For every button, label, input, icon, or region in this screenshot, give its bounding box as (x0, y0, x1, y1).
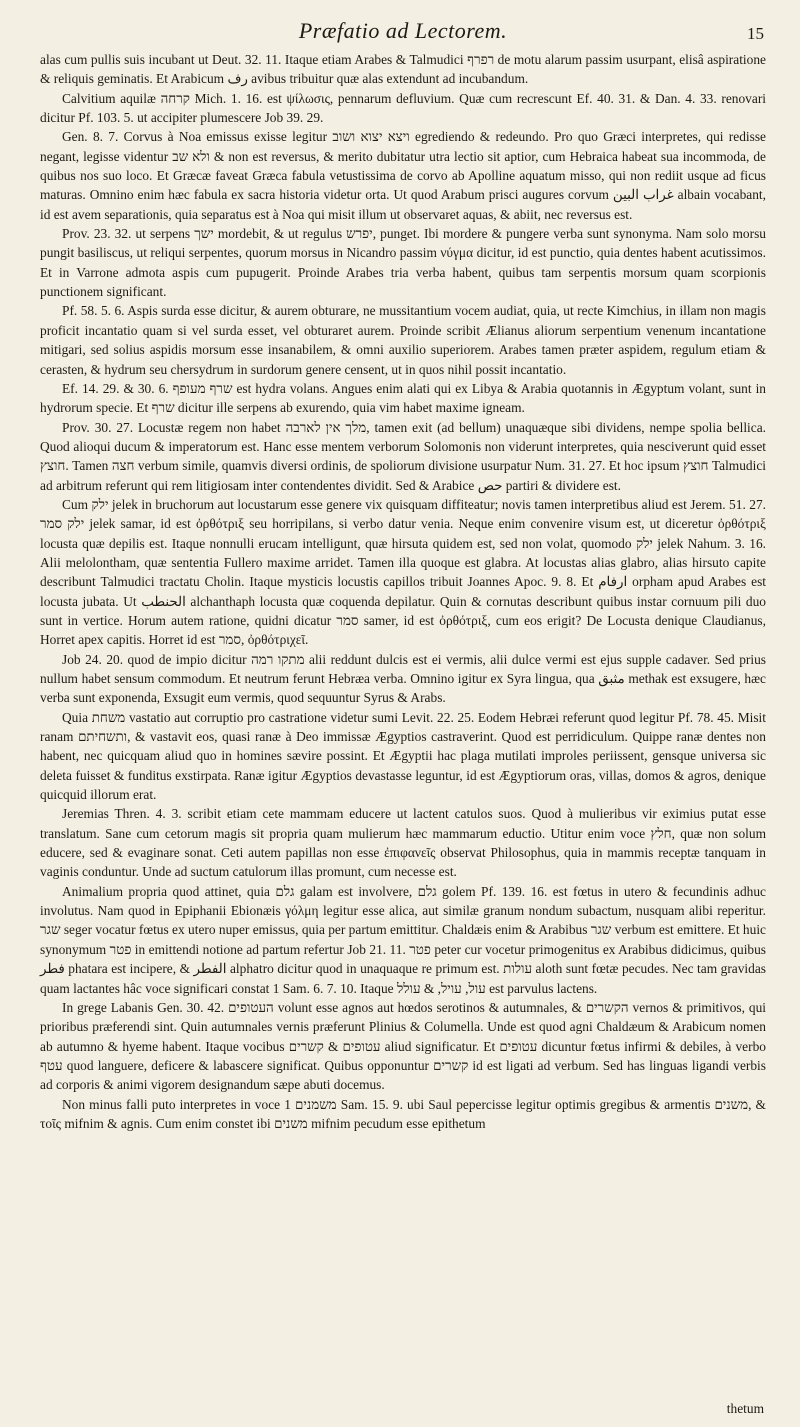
paragraph: In grege Labanis Gen. 30. 42. העטופים volunt esse agnos aut hœdos serotinos & autumnales, & הקשרים vernos & primitivos, qui prioribus præferendi sint. Quin autumnales vernis præferunt Plinius & Columella. Unde est quod agni Chaldæum & Arabicum nomen ab autumno & hyeme habent. Itaque vocibus עטופים & קשרים aliud significatur. Et עטופים dicuntur fœtus infirmi & debiles, à verbo עטף quod languere, deficere & labascere significat. Quibus opponuntur קשרים id est ligati ad verbum. Sed has linguas ligandi verbis ad corporis & animi vigorem designandum sæpe abuti docemus. (40, 999, 767, 1093)
paragraph: Gen. 8. 7. Corvus à Noa emissus exisse legitur ויצא יצוא ושוב egrediendo & redeundo. Pro quo Græci interpretes, qui redisse negant, legisse videntur ולא שב & non est reversus, & merito dubitatur utra lectio sit aptior, cum Hebraica habeat sua incommoda, de quibus nos suo loco. Et Græcæ faveat Græca fabula vetustissima de corvo ab Apolline aquatum misso, qui non rediit usque ad ficus maturas. Omnino enim hæc fabula ex sacra historia videtur orta. Ut quod Arabum prisci augures corvum غراب البين albain vocabant, id est avem separationis, quia separatus est à Noa qui misit illum ut observaret aquas, & abiit, nec reversus est. (40, 129, 767, 222)
running-head (40, 16, 766, 50)
catchword: thetum (726, 1401, 764, 1416)
body-text (40, 50, 766, 1133)
paragraph: Jeremias Thren. 4. 3. scribit etiam cete mammam educere ut lactent catulos suos. Quod à mulieribus vir eximius putat esse translatum. Sane cum cetorum magis sit propria quam mulierum hæc mammarum eductio. Utitur enim voce חלץ, quæ non solum educere, sed & evaginare sonat. Ceti autem papillas non esse ἐπιφανεῖς observat Philosophus, quia in mammis receptæ tanquam in vaginis conduntur. Unde ad suctum catulorum illas promunt, cum necesse est. (40, 806, 766, 880)
paragraph: Job 24. 20. quod de impio dicitur מתקו רמה alii reddunt dulcis est ei vermis, alii dulce vermi est ejus supple cadaver. Sed prius nullum habet sensum commodum. Et neutrum ferunt Hebræa verba. Omnino igitur ex Syra lingua, qua مثبق methak est exsugere, hæc verba sunt exponenda, Exsugit eum vermis, quod sequuntur Syrus & Arabs. (40, 651, 766, 706)
paragraph: Cum ילק jelek in bruchorum aut locustarum esse genere vix quisquam diffiteatur; novis tamen interpretibus aliud est Jerem. 51. 27. ילק סמר jelek samar, id est ὀρθότριξ seu horripilans, si verbo datur venia. Neque enim convenire visum est, ut diceretur ὀρθότριξ locusta quæ depilis est. Itaque nonnulli erucam intelligunt, quæ hirsuta quidem est, sed non volat, quomodo ילק jelek Nahum. 3. 16. Alii melolontham, quæ sententia Fullero maxime arridet. Tamen illa quoque est glabra. At locustas alias glabro, alias hirsuto capite describunt Talmudici tractatu Cholin. Itaque mysticis locustis capillos tribuit Joannes Apoc. 9. 8. Et ارفام orpham apud Arabes est locusta jubata. Ut الحنطب alchanthaph locusta quæ coquenda depilatur. Quin & cornutas describunt quibus instar cornuum pili duo sunt in vertice. Horum autem ratione, quidni dicatur סמר samer, id est ὀρθότριξ, cum eos erigit? De Locusta denique Claudianus, Horret apex capitis. Horret id est סמר, ὀρθότριχεῖ. (40, 496, 767, 648)
running-title: Præfatio ad Lectorem. (298, 18, 508, 43)
paragraph: Non minus falli puto interpretes in voce משמנים 1 Sam. 15. 9. ubi Saul pepercisse legitur optimis gregibus & armentis משנים, & τοῖς mifnim & agnis. Cum enim constet ibi משנים mifnim pecudum esse epithetum (40, 1096, 766, 1131)
paragraph: Animalium propria quod attinet, quia גלם galam est involvere, גלם golem Pf. 139. 16. est fœtus in utero & fecundinis adhuc involutus. Nam quod in Epiphanii Ebionæis γόλμη legitur esse alica, aut similæ granum nondum subactum, nusquam alibi reperitur. שגר seger vocatur fœtus ex utero nuper emissus, quia per partum emittitur. Chaldæis enim & Arabibus שגר verbum est emittere. Et huic synonymum פטר in emittendi notione ad partum refertur Job 21. 11. פטר peter cur vocetur primogenitus ex Arabibus didicimus, quibus فطر phatara est incipere, & الفطر alphatro dicitur quod in unaquaque re primum est. עולות aloth sunt fœtæ pecudes. Nec tam gravidas quam lactantes hâc voce significari constat 1 Sam. 6. 7. 10. Itaque עול, עויל, & עולל est parvulus lactens. (40, 883, 767, 996)
paragraph: alas cum pullis suis incubant ut Deut. 32. 11. Itaque etiam Arabes & Talmudici רפרף de motu alarum passim usurpant, elisâ aspiratione & reliquis geminatis. Et Arabicum رف avibus tribuitur quæ alas extendunt ad incubandum. (40, 52, 766, 87)
page-number: 15 (747, 24, 764, 43)
paragraph: Prov. 30. 27. Locustæ regem non habet מלך אין לארבה, tamen exit (ad bellum) unaquæque sibi dividens, nempe spolia bellica. Quod alioqui ducum & imperatorum est. Hanc esse mentem verborum Solomonis non viderunt interpretes, quia nesciverunt quid esset חוצץ. Tamen חצה verbum simile, quamvis diversi ordinis, de spoliorum divisione usurpatur Num. 31. 27. Et hoc ipsum חוצץ Talmudici ad arbitrum referunt qui rem litigiosam inter contendentes dividit. Sed & Arabice حص partiri & dividere est. (40, 419, 766, 493)
paragraph: Calvitium aquilæ קרחה Mich. 1. 16. est ψίλωσις, pennarum defluvium. Quæ cum recrescunt Ef. 40. 31. & Dan. 4. 33. renovari dicitur Pf. 103. 5. ut accipiter plumescere Job 39. 29. (40, 90, 766, 126)
paragraph: Quia משחת vastatio aut corruptio pro castratione videtur sumi Levit. 22. 25. Eodem Hebræi referunt quod legitur Pf. 78. 45. Misit ranam ותשחיתם, & vastavit eos, quasi ranæ à Deo immissæ Ægyptios castraverint. Quod est perridiculum. Quippe ranæ dentes non habent, nec quicquam aliud quo in homines sævire possint. Et Ægyptii hac plaga mutilati improles periissent, gensque universa sic deleta fuisset & funditus exstirpata. Ranæ igitur Ægyptios devastasse leguntur, id est Ægyptiorum oras, villas, domos & agros, denique quicquid illorum erat. (40, 709, 766, 803)
paragraph: Prov. 23. 32. ut serpens ישך mordebit, & ut regulus יפרש, punget. Ibi mordere & pungere verba sunt synonyma. Nam solo morsu pungit basiliscus, ut reliqui serpentes, quorum morsus in Nicandro passim νύγμα dicitur, id est punctio, quia dentes habent acutissimos. Et in Varrone admota aspis cum pupugerit. Proinde Arabes tria verba habent, quibus tam serpentis morsum quam scorpionis punctionem significant. (40, 226, 766, 300)
paragraph: Ef. 14. 29. & 30. 6. שרף מעופף est hydra volans. Angues enim alati qui ex Libya & Arabia quotannis in Ægyptum volant, sunt in hydrorum specie. Et שרף dicitur ille serpens ab exurendo, quia vim habet maxime igneam. (40, 380, 766, 416)
paragraph: Pf. 58. 5. 6. Aspis surda esse dicitur, & aurem obturare, ne mussitantium vocem audiat, quia, ut recte Kimchius, in illam non magis proficit incantatio quam si vel surda esset, vel obturaret aurem. Proinde scribit Ælianus aliorum serpentium venenum incantatione mitigari, sed solius aspidis morsum esse insanabilem, & omni auxilio superiorem. Arabes tamen præter aspidem, regulum etiam & cerasten, & hydrum seu chersydrum in surdorum genere censent, ut in quos nihil possit incantatio. (40, 303, 766, 377)
